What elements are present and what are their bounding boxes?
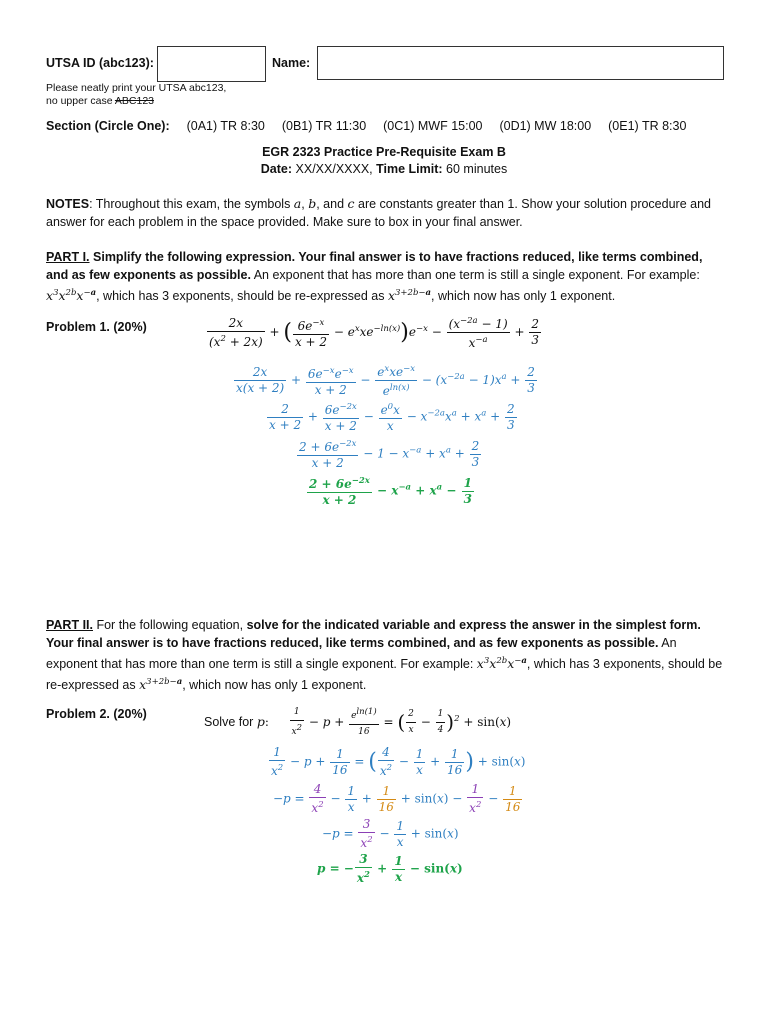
print-note-strike: ABC123 xyxy=(114,95,154,107)
problem-2-final-answer: p = − $\frac{3}{x^2}$ + $\frac{1}{x}$ − sin(x) xyxy=(317,852,463,885)
problem-1-expression: $\frac{2x}{(x^2 + 2x)}$ + ( $\frac{6e^{-x}}{x + 2}$ − $e^xxe^{-ln(x)})e^{-x}$ − $\frac{(x^{-2a} - 1)}{x^{-a}}$ + $\frac{2}{3}$ xyxy=(209,315,539,350)
symbol-a: a xyxy=(293,196,302,211)
part2-label: PART II. xyxy=(46,618,93,632)
problem-2-step-3: −p = $\frac{3}{x^2}$ − $\frac{1}{x}$ + sin(x) xyxy=(322,817,459,850)
example-expression-2: $x^3x^{2b}x^{-a}$ xyxy=(476,656,527,672)
notes-text-b: are constants greater than 1. Show your solution procedure and answer for each problem in the space provided. Make sure to box in your final answer. xyxy=(46,197,711,229)
example-expression: $x^3x^{2b}x^{-a}$ xyxy=(46,288,97,304)
problem-1-final-answer: $\frac{2 + 6e^{-2x}}{x + 2}$ − $x^{-a} + x^a$ − $\frac{1}{3}$ xyxy=(309,475,472,507)
solve-for-label: Solve for xyxy=(204,715,257,729)
exam-date-line xyxy=(0,162,768,176)
part1-text-3: , which now has only 1 exponent. xyxy=(431,289,616,304)
problem-2-step-1: $\frac{1}{x^2}$ − p + $\frac{1}{16}$ = ( $\frac{4}{x^2}$ − $\frac{1}{x}$ + $\frac{1}{16}$ ) + sin(x) xyxy=(271,745,526,778)
section-option-0a1[interactable]: (0A1) TR 8:30 xyxy=(186,119,265,133)
print-note-line-2 xyxy=(46,95,226,108)
part1-instructions: Simplify the following expression. Your final answer is to have fractions reduced, like terms combined, and as few exponents as possible. xyxy=(46,250,703,282)
time-limit-value: 60 minutes xyxy=(442,162,508,176)
problem-1-step-1: $\frac{2x}{x(x + 2)}$ + $\frac{6e^{-x}e^{-x}}{x + 2}$ − $\frac{e^xxe^{-x}}{e^{ln(x)}}$ − $(x^{-2a} - 1)x^a$ + $\frac{2}{3}$ xyxy=(236,364,535,398)
exam-title: EGR 2323 Practice Pre-Requisite Exam B xyxy=(262,145,506,159)
problem-1-label: Problem 1. (20%) xyxy=(46,320,147,334)
problem-2-label: Problem 2. (20%) xyxy=(46,707,147,721)
part2-text-3: , which now has only 1 exponent. xyxy=(182,678,367,693)
date-value: XX/XX/XXXX, xyxy=(292,162,377,176)
notes-sep-2: , and xyxy=(316,197,348,211)
name-input-box[interactable] xyxy=(317,46,724,80)
section-row xyxy=(46,119,686,133)
notes-paragraph xyxy=(46,195,726,231)
symbol-b: b xyxy=(308,196,317,211)
id-label: UTSA ID (abc123): xyxy=(46,56,154,70)
part2-text-b: An exponent that has more than one term is still a single exponent. For example: xyxy=(46,636,677,672)
print-note-text: no upper case xyxy=(46,95,115,107)
notes-sep-1: , xyxy=(301,197,309,211)
time-limit-label: Time Limit: xyxy=(376,162,443,176)
section-option-0d1[interactable]: (0D1) MW 18:00 xyxy=(499,119,592,133)
name-label: Name: xyxy=(272,56,311,70)
section-option-0e1[interactable]: (0E1) TR 8:30 xyxy=(608,119,687,133)
part1-label: PART I. xyxy=(46,250,90,264)
date-label: Date: xyxy=(260,162,293,176)
example-simplified: $x^{3+2b-a}$ xyxy=(387,288,432,304)
example-simplified-2: $x^{3+2b-a}$ xyxy=(139,677,183,693)
part1-paragraph xyxy=(46,248,726,305)
problem-2-step-2: −p = $\frac{4}{x^2}$ − $\frac{1}{x}$ + $\frac{1}{16}$ + sin(x) − $\frac{1}{x^2}$ − $\frac{1}{16}$ xyxy=(273,782,521,815)
part2-instructions: solve for the indicated variable and express the answer in the simplest form. Your final answer is to have fractions reduced, like terms combined, and as few exponents as possible. xyxy=(46,618,701,650)
section-label: Section (Circle One): xyxy=(46,119,170,133)
part1-text-2: , which has 3 exponents, should be re-expressed as xyxy=(96,289,388,304)
problem-1-step-2: $\frac{2}{x + 2}$ + $\frac{6e^{-2x}}{x + 2}$ − $\frac{e^0x}{x}$ − $x^{-2a}x^a + x^a$ + $\frac{2}{3}$ xyxy=(269,401,515,433)
section-option-0b1[interactable]: (0B1) TR 11:30 xyxy=(281,119,367,133)
part2-paragraph xyxy=(46,616,726,694)
part1-text: An exponent that has more than one term is still a single exponent. For example: xyxy=(250,268,700,282)
print-note-line-1: Please neatly print your UTSA abc123, xyxy=(46,82,227,94)
part2-text-a: For the following equation, xyxy=(93,618,247,632)
problem-1-step-3: $\frac{2 + 6e^{-2x}}{x + 2}$ − $1 - x^{-a} + x^a$ + $\frac{2}{3}$ xyxy=(299,438,480,470)
section-option-0c1[interactable]: (0C1) MWF 15:00 xyxy=(383,119,483,133)
id-input-box[interactable] xyxy=(157,46,266,82)
notes-text-a: : Throughout this exam, the symbols xyxy=(89,197,294,211)
part2-text-2: , which has 3 exponents, should be re-expressed as xyxy=(46,657,723,693)
print-note xyxy=(46,82,226,108)
problem-2-expression: Solve for p: $\frac{1}{x^2}$ − p + $\frac{e^{ln(1)}}{16}$ = ( $\frac{2}{x}$ − $\frac{1}{4}$ )$^2$ + sin(x) xyxy=(204,707,512,737)
notes-label: NOTES xyxy=(46,197,90,211)
symbol-c: c xyxy=(347,196,355,211)
